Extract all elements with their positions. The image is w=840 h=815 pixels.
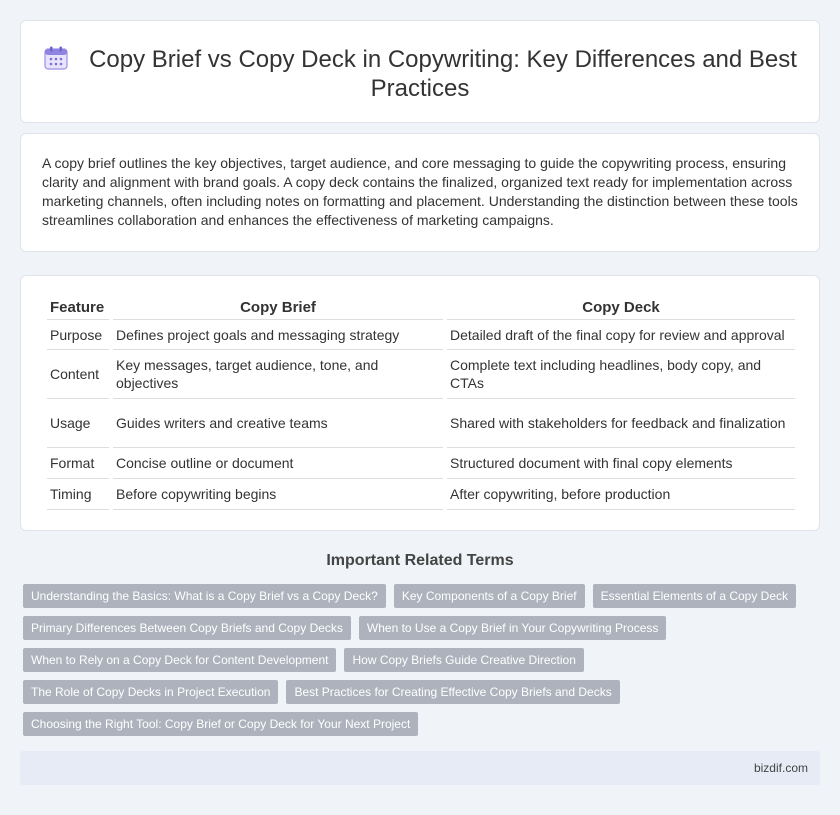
related-term-tag[interactable]: The Role of Copy Decks in Project Execution bbox=[23, 680, 278, 704]
copy-brief-cell: Before copywriting begins bbox=[113, 479, 443, 510]
related-term-tag[interactable]: When to Use a Copy Brief in Your Copywriting Process bbox=[359, 616, 666, 640]
copy-deck-cell: Detailed draft of the final copy for review and approval bbox=[447, 320, 795, 350]
table-row bbox=[47, 350, 795, 399]
table-row bbox=[47, 448, 795, 479]
related-term-tag[interactable]: When to Rely on a Copy Deck for Content Development bbox=[23, 648, 336, 672]
copy-deck-cell: Complete text including headlines, body copy, and CTAs bbox=[447, 350, 795, 399]
table-row bbox=[47, 320, 795, 350]
header-copy-deck: Copy Deck bbox=[447, 296, 795, 320]
header-copy-brief: Copy Brief bbox=[113, 296, 443, 320]
page-title-text: Copy Brief vs Copy Deck in Copywriting: Key Differences and Best Practices bbox=[89, 46, 797, 102]
table-row bbox=[47, 479, 795, 510]
related-term-tag[interactable]: Key Components of a Copy Brief bbox=[394, 584, 585, 608]
copy-brief-cell: Concise outline or document bbox=[113, 448, 443, 479]
related-term-tag[interactable]: Primary Differences Between Copy Briefs and Copy Decks bbox=[23, 616, 351, 640]
footer bbox=[20, 751, 820, 785]
table-header-row bbox=[47, 296, 795, 320]
intro-paragraph: A copy brief outlines the key objectives, target audience, and core messaging to guide the copywriting process, ensuring clarity and alignment with brand goals. A copy deck contains the finalized, organized text ready for implementation across marketing channels, often including notes on formatting and placement. Understanding the distinction between these tools streamlines collaboration and enhances the effectiveness of marketing campaigns. bbox=[42, 155, 798, 228]
related-term-tag[interactable]: Choosing the Right Tool: Copy Brief or Copy Deck for Your Next Project bbox=[23, 712, 418, 736]
table-row bbox=[47, 399, 795, 448]
feature-cell: Usage bbox=[47, 399, 109, 448]
related-term-tag[interactable]: Understanding the Basics: What is a Copy Brief vs a Copy Deck? bbox=[23, 584, 386, 608]
header-feature: Feature bbox=[47, 296, 109, 320]
related-terms-title: Important Related Terms bbox=[326, 552, 514, 569]
copy-deck-cell: Structured document with final copy elements bbox=[447, 448, 795, 479]
related-term-tag[interactable]: Best Practices for Creating Effective Copy Briefs and Decks bbox=[286, 680, 619, 704]
footer-site-link[interactable]: bizdif.com bbox=[753, 761, 808, 775]
related-term-tag[interactable]: How Copy Briefs Guide Creative Direction bbox=[344, 648, 583, 672]
copy-brief-cell: Defines project goals and messaging strategy bbox=[113, 320, 443, 350]
feature-cell: Purpose bbox=[47, 320, 109, 350]
related-term-tag[interactable]: Essential Elements of a Copy Deck bbox=[593, 584, 796, 608]
copy-deck-cell: After copywriting, before production bbox=[447, 479, 795, 510]
feature-cell: Content bbox=[47, 350, 109, 399]
title-card bbox=[20, 20, 820, 123]
feature-cell: Format bbox=[47, 448, 109, 479]
page-title bbox=[41, 45, 799, 103]
feature-cell: Timing bbox=[47, 479, 109, 510]
calendar-icon bbox=[43, 45, 69, 71]
copy-deck-cell: Shared with stakeholders for feedback and finalization bbox=[447, 399, 795, 448]
intro-card bbox=[20, 133, 820, 252]
copy-brief-cell: Key messages, target audience, tone, and objectives bbox=[113, 350, 443, 399]
comparison-card bbox=[20, 275, 820, 531]
related-terms-list bbox=[23, 584, 823, 744]
comparison-table bbox=[43, 296, 799, 510]
copy-brief-cell: Guides writers and creative teams bbox=[113, 399, 443, 448]
